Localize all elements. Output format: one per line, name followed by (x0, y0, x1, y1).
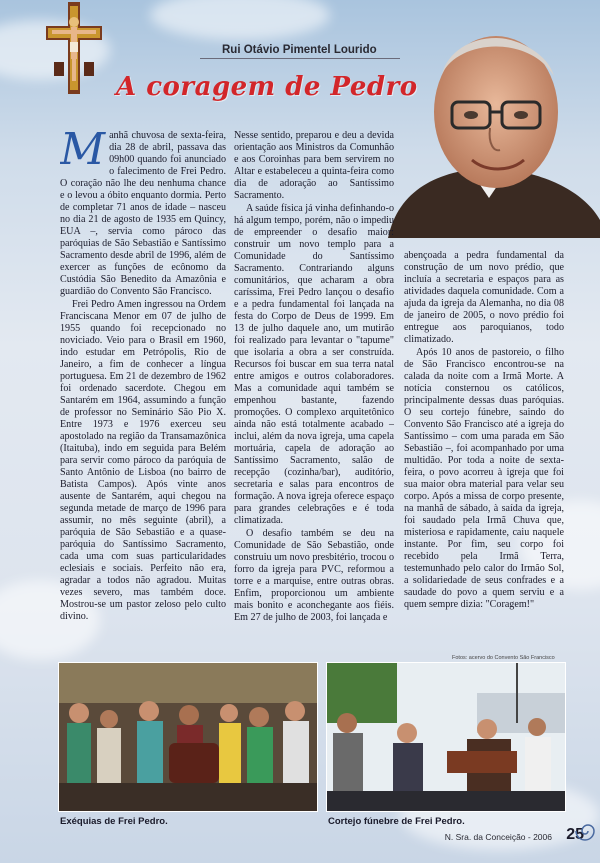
drop-cap: M (60, 130, 106, 175)
paragraph: abençoada a pedra fundamental da construção de um novo prédio, que incluía a secretaria e espaços para as atividades daquela comunidade. Com a ajuda da igreja da Alemanha, no dia 08 de janeiro de 2005, o novo prédio foi entregue aos paroquianos, todo climatizado. (404, 250, 564, 345)
paragraph: Após 10 anos de pastoreio, o filho de São Francisco encontrou-se na calada da noite com a Irmã Morte. A notícia consternou os católicos, principalmente dessas duas paróquias. O seu cortejo fúnebre, saindo do Convento São Francisco até a igreja do Santíssimo – com uma parada em São Sebastião –, foi acompanhado por uma multidão. Por toda a noite de sexta-feira, o povo acorreu à igreja que foi sua maior obra material para velar seu corpo. Após a missa de corpo presente, na manhã de sábado, à saída da igreja, foi saudado pela Irmã Chuva que, misteriosa e rapidamente, caiu naquele instante. Por fim, seu corpo foi recebido pela Irmã Terra, testemunhado pelo calor do Irmão Sol, a solidariedade de seus confrades e a saudade do povo a quem serviu e a quem sempre dizia: "Coragem!" (404, 347, 564, 610)
photo-caption: Exéquias de Frei Pedro. (60, 816, 168, 827)
paragraph: A saúde física já vinha definhando-o há algum tempo, porém, não o impediu de empreender o desafio maior: construir um novo templo para a Comunidade do Santíssimo Sacramento. Contrariando alguns comunitários, que acharam a obra caríssima, Frei Pedro lançou o desafio e a pedra fundamental foi lançada na festa do Corpo de Deus de 1999. Em 13 de julho daquele ano, um mutirão foi realizado para levantar o "tapume" que isolaria a obra a ser construída. Recursos foi buscar em sua terra natal entre amigos e outros colaboradores. Mas a comunidade aqui também se empenhou bastante, fazendo promoções. O complexo arquitetônico ainda não está totalmente acabado – inclui, além da nova igreja, uma capela mortuária, capela de adoração ao Santíssimo Sacramento, salão de recepção (cozinha/bar), auditório, secretaria e salas para encontros de formação. A nova igreja oferece espaço para grandes celebrações e é toda climatizada. (234, 203, 394, 526)
article-title: A coragem de Pedro (116, 72, 418, 102)
swirl-ornament-icon (572, 818, 598, 844)
paragraph: O desafio também se deu na Comunidade de São Sebastião, onde construiu um novo presbitério, trocou o forro da igreja para PVC, reformou a torre e a marquise, entre outras obras. Enfim, proporcionou um ambiente mais bonito e aconchegante aos fiéis. Em 27 de julho de 2003, foi lançada e (234, 528, 394, 623)
procession-photo (326, 662, 566, 812)
paragraph: Nesse sentido, preparou e deu a devida orientação aos Ministros da Comunhão e aos Coroinhas para bem servirem no Altar e estabeleceu a quinta-feira como dia de adoração ao Santíssimo Sacramento. (234, 130, 394, 201)
divider (200, 58, 400, 59)
article-author: Rui Otávio Pimentel Lourido (222, 44, 377, 56)
photo-caption: Cortejo fúnebre de Frei Pedro. (328, 816, 465, 827)
page-number: 25 (566, 826, 584, 843)
article-column-2 (234, 130, 394, 646)
portrait-photo (378, 20, 600, 238)
article-column-1 (60, 130, 226, 646)
article-column-3 (404, 250, 564, 646)
paragraph: Frei Pedro Amen ingressou na Ordem Franciscana Menor em 07 de julho de 1955 quando foi recepcionado no noviciado. Veio para o Brasil em 1960, indo estudar em Petrópolis, Rio de Janeiro, a fim de conhecer a língua portuguesa. Em 21 de dezembro de 1962 foi ordenado sacerdote. Chegou em Santarém em 1964, assumindo a função de professor no Seminário São Pio X. Entre 1973 e 1976 exerceu seu apostolado na região da Transamazônica (Itaituba), indo em seguida para Belém para servir como pároco da paróquia de Santo Antônio de Lisboa (no bairro de Batista Campos). Após vinte anos ausente de Santarém, aqui chegou na segunda metade de março de 1996 para assumir, no mês seguinte (abril), a paróquia de São Sebastião e a quase-paróquia do Santíssimo Sacramento, cada uma com suas particularidades eclesiais e sociais. Perfeito não era, agradar a todos não agradou. Muitas vezes severo, mas também doce. Mostrou-se um pastor zeloso pelo culto divino. (60, 299, 226, 622)
funeral-photo (58, 662, 318, 812)
cloud (150, 0, 330, 40)
crucifix-image (44, 2, 104, 94)
photo-credit: Fotos: acervo do Convento São Francisco (452, 655, 555, 661)
publication-name: N. Sra. da Conceição - 2006 (444, 832, 552, 842)
paragraph: Manhã chuvosa de sexta-feira, dia 28 de abril, passava das 09h00 quando foi anunciado o falecimento de Frei Pedro. O coração não lhe deu nenhuma chance e o levou a óbito enquanto dormia. Perto de completar 71 anos de idade – nasceu no dia 21 de agosto de 1935 em Quincy, EUA –, servia como pároco das paróquias de São Sebastião e Santíssimo Sacramento desde abril de 1996, além de exercer as funções de ecônomo da Custódia São Benedito da Amazônia e guardião do Convento São Francisco. (60, 130, 226, 297)
